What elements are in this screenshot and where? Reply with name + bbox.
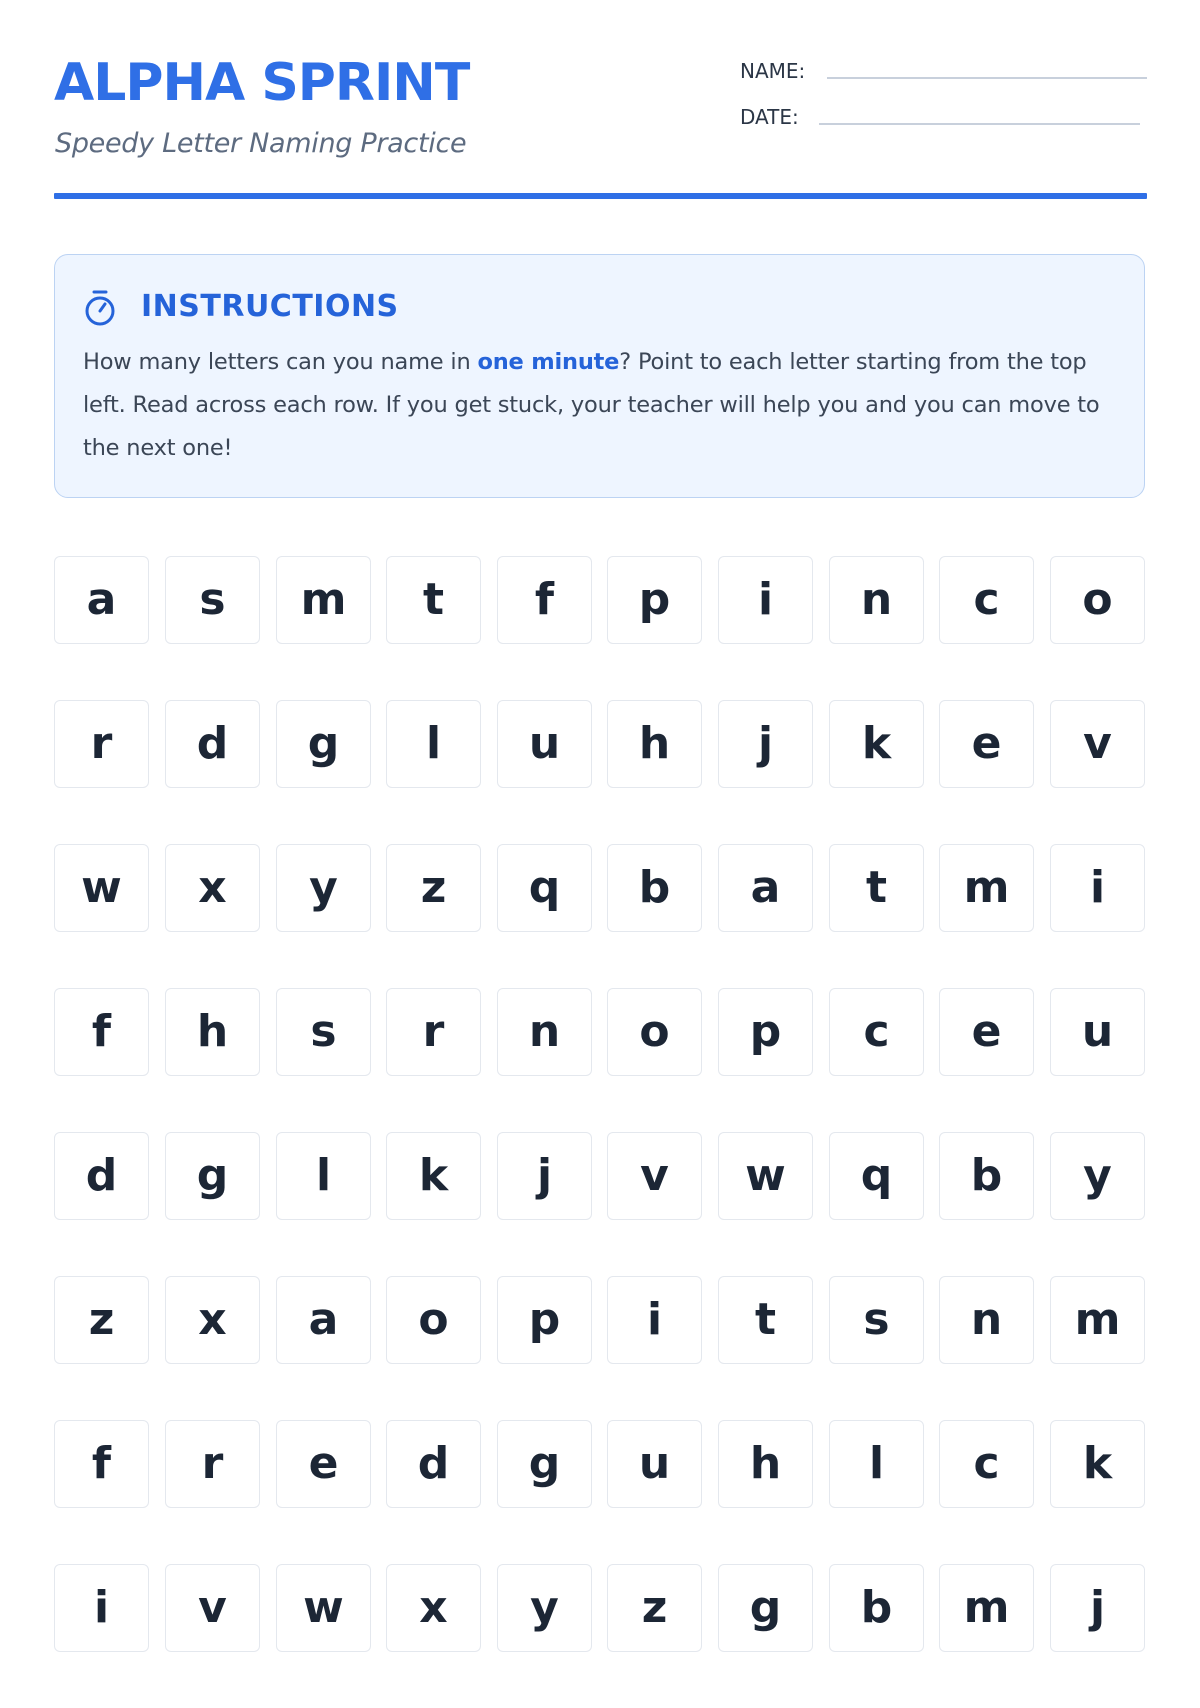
letter-tile[interactable]: m — [939, 844, 1034, 932]
page-subtitle: Speedy Letter Naming Practice — [55, 128, 467, 159]
instructions-title: INSTRUCTIONS — [141, 289, 399, 324]
letter-tile[interactable]: k — [386, 1132, 481, 1220]
header-divider — [54, 193, 1147, 199]
letter-tile[interactable]: o — [607, 988, 702, 1076]
letter-tile[interactable]: x — [386, 1564, 481, 1652]
letter-tile[interactable]: v — [607, 1132, 702, 1220]
letter-tile[interactable]: k — [829, 700, 924, 788]
letter-tile[interactable]: c — [939, 1420, 1034, 1508]
letter-tile[interactable]: t — [718, 1276, 813, 1364]
instructions-text — [83, 341, 1123, 470]
letter-tile[interactable]: d — [165, 700, 260, 788]
instructions-text-part: How many letters can you name in — [83, 349, 478, 375]
stopwatch-icon — [83, 289, 117, 327]
instructions-emphasis: one minute — [477, 349, 620, 375]
letter-tile[interactable]: l — [386, 700, 481, 788]
instructions-box — [54, 254, 1145, 498]
letter-tile[interactable]: j — [718, 700, 813, 788]
letter-tile[interactable]: i — [718, 556, 813, 644]
letter-tile[interactable]: a — [54, 556, 149, 644]
letter-tile[interactable]: j — [1050, 1564, 1145, 1652]
letter-tile[interactable]: i — [54, 1564, 149, 1652]
letter-tile[interactable]: g — [165, 1132, 260, 1220]
letter-row — [54, 556, 1149, 645]
letter-tile[interactable]: q — [829, 1132, 924, 1220]
letter-tile[interactable]: k — [1050, 1420, 1145, 1508]
name-write-line[interactable] — [827, 77, 1147, 79]
letter-tile[interactable]: h — [718, 1420, 813, 1508]
letter-row — [54, 700, 1149, 789]
letter-tile[interactable]: t — [829, 844, 924, 932]
name-field[interactable] — [740, 56, 1147, 86]
letter-tile[interactable]: p — [607, 556, 702, 644]
letter-tile[interactable]: f — [54, 1420, 149, 1508]
letter-tile[interactable]: w — [718, 1132, 813, 1220]
date-label: DATE: — [740, 105, 799, 129]
letter-tile[interactable]: t — [386, 556, 481, 644]
letter-grid — [54, 556, 1149, 1708]
letter-tile[interactable]: h — [607, 700, 702, 788]
letter-row — [54, 1564, 1149, 1653]
letter-tile[interactable]: e — [939, 700, 1034, 788]
letter-tile[interactable]: o — [1050, 556, 1145, 644]
letter-tile[interactable]: g — [718, 1564, 813, 1652]
letter-tile[interactable]: b — [829, 1564, 924, 1652]
letter-tile[interactable]: m — [276, 556, 371, 644]
letter-tile[interactable]: y — [276, 844, 371, 932]
letter-tile[interactable]: f — [54, 988, 149, 1076]
letter-tile[interactable]: g — [276, 700, 371, 788]
letter-tile[interactable]: n — [497, 988, 592, 1076]
letter-tile[interactable]: y — [497, 1564, 592, 1652]
date-field[interactable] — [740, 102, 1140, 132]
letter-tile[interactable]: z — [607, 1564, 702, 1652]
letter-tile[interactable]: e — [276, 1420, 371, 1508]
letter-tile[interactable]: p — [497, 1276, 592, 1364]
letter-tile[interactable]: c — [829, 988, 924, 1076]
letter-tile[interactable]: u — [607, 1420, 702, 1508]
letter-tile[interactable]: s — [165, 556, 260, 644]
letter-tile[interactable]: g — [497, 1420, 592, 1508]
letter-tile[interactable]: b — [607, 844, 702, 932]
letter-tile[interactable]: e — [939, 988, 1034, 1076]
letter-row — [54, 988, 1149, 1077]
letter-tile[interactable]: y — [1050, 1132, 1145, 1220]
letter-tile[interactable]: i — [607, 1276, 702, 1364]
date-write-line[interactable] — [819, 123, 1140, 125]
letter-tile[interactable]: r — [165, 1420, 260, 1508]
letter-tile[interactable]: i — [1050, 844, 1145, 932]
letter-tile[interactable]: r — [54, 700, 149, 788]
worksheet-header — [54, 50, 1147, 200]
name-label: NAME: — [740, 59, 806, 83]
instructions-text-part: ? Point to each letter starting from the top left. Read across each row. If you get stuck, your teacher will help you and you can move to the next one! — [83, 349, 1100, 461]
letter-row — [54, 1276, 1149, 1365]
letter-tile[interactable]: w — [276, 1564, 371, 1652]
letter-tile[interactable]: u — [1050, 988, 1145, 1076]
letter-tile[interactable]: o — [386, 1276, 481, 1364]
letter-tile[interactable]: s — [829, 1276, 924, 1364]
letter-tile[interactable]: m — [939, 1564, 1034, 1652]
letter-tile[interactable]: r — [386, 988, 481, 1076]
letter-row — [54, 1420, 1149, 1509]
letter-tile[interactable]: a — [276, 1276, 371, 1364]
letter-tile[interactable]: l — [276, 1132, 371, 1220]
letter-tile[interactable]: z — [54, 1276, 149, 1364]
letter-tile[interactable]: j — [497, 1132, 592, 1220]
letter-tile[interactable]: h — [165, 988, 260, 1076]
letter-tile[interactable]: z — [386, 844, 481, 932]
letter-tile[interactable]: v — [165, 1564, 260, 1652]
letter-row — [54, 844, 1149, 933]
letter-tile[interactable]: n — [939, 1276, 1034, 1364]
letter-tile[interactable]: m — [1050, 1276, 1145, 1364]
letter-tile[interactable]: s — [276, 988, 371, 1076]
letter-tile[interactable]: l — [829, 1420, 924, 1508]
page-title: ALPHA SPRINT — [54, 53, 470, 113]
letter-tile[interactable]: x — [165, 844, 260, 932]
letter-tile[interactable]: f — [497, 556, 592, 644]
letter-tile[interactable]: d — [54, 1132, 149, 1220]
letter-tile[interactable]: w — [54, 844, 149, 932]
letter-tile[interactable]: b — [939, 1132, 1034, 1220]
letter-tile[interactable]: d — [386, 1420, 481, 1508]
letter-tile[interactable]: u — [497, 700, 592, 788]
letter-tile[interactable]: x — [165, 1276, 260, 1364]
letter-tile[interactable]: c — [939, 556, 1034, 644]
letter-tile[interactable]: n — [829, 556, 924, 644]
letter-tile[interactable]: v — [1050, 700, 1145, 788]
letter-tile[interactable]: a — [718, 844, 813, 932]
letter-row — [54, 1132, 1149, 1221]
letter-tile[interactable]: p — [718, 988, 813, 1076]
letter-tile[interactable]: q — [497, 844, 592, 932]
